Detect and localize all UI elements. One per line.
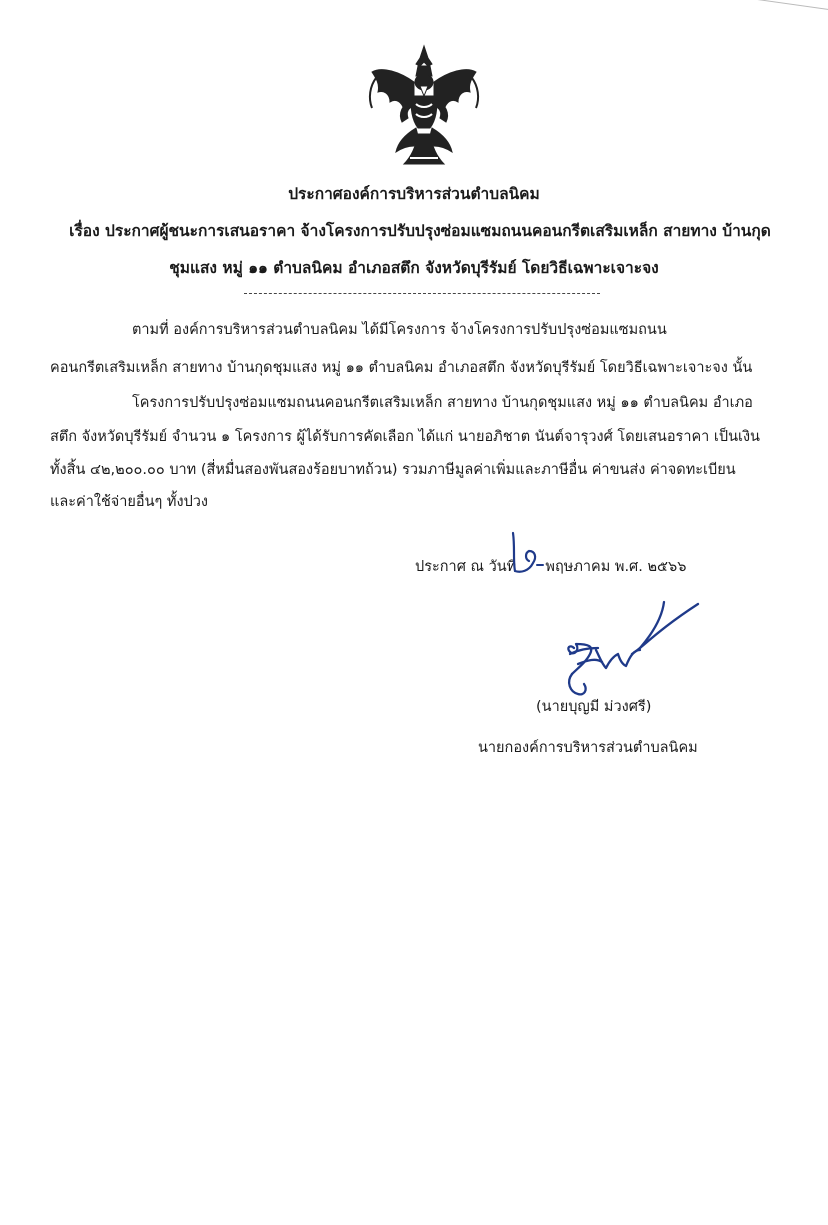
body-line-3: โครงการปรับปรุงซ่อมแซมถนนคอนกรีตเสริมเหล็ก สายทาง บ้านกุดชุมแสง หมู่ ๑๑ ตำบลนิคม อำเภอ bbox=[132, 395, 753, 411]
body-line-5: ทั้งสิ้น ๔๒,๒๐๐.๐๐ บาท (สี่หมื่นสองพันสองร้อยบาทถ้วน) รวมภาษีมูลค่าเพิ่มและภาษีอื่น ค่าขนส่ง ค่าจดทะเบียน bbox=[50, 462, 736, 478]
announcement-org-title: ประกาศองค์การบริหารส่วนตำบลนิคม bbox=[288, 185, 540, 203]
date-suffix: พฤษภาคม พ.ศ. ๒๕๖๖ bbox=[545, 559, 687, 575]
heading-divider bbox=[244, 293, 600, 294]
body-line-4: สตึก จังหวัดบุรีรัมย์ จำนวน ๑ โครงการ ผู้ได้รับการคัดเลือก ได้แก่ นายอภิชาต นันต์จารุวงศ์ โดยเสนอราคา เป็นเงิน bbox=[50, 429, 760, 445]
announcement-date bbox=[415, 555, 686, 578]
signer-name: (นายบุญมี ม่วงศรี) bbox=[536, 699, 652, 715]
date-prefix: ประกาศ ณ วันที่ bbox=[415, 559, 517, 575]
body-line-2: คอนกรีตเสริมเหล็ก สายทาง บ้านกุดชุมแสง หมู่ ๑๑ ตำบลนิคม อำเภอสตึก จังหวัดบุรีรัมย์ โดยวิธีเฉพาะเจาะจง นั้น bbox=[50, 360, 753, 376]
announcement-subject-line-2: ชุมแสง หมู่ ๑๑ ตำบลนิคม อำเภอสตึก จังหวัดบุรีรัมย์ โดยวิธีเฉพาะเจาะจง bbox=[169, 259, 659, 277]
body-line-6: และค่าใช้จ่ายอื่นๆ ทั้งปวง bbox=[50, 494, 208, 510]
body-line-1: ตามที่ องค์การบริหารส่วนตำบลนิคม ได้มีโครงการ จ้างโครงการปรับปรุงซ่อมแซมถนน bbox=[132, 322, 667, 338]
scan-edge-line bbox=[748, 0, 828, 11]
signer-position: นายกองค์การบริหารส่วนตำบลนิคม bbox=[478, 740, 698, 756]
garuda-emblem-icon bbox=[360, 42, 488, 170]
handwritten-date-digit bbox=[507, 527, 547, 577]
announcement-subject-line-1: เรื่อง ประกาศผู้ชนะการเสนอราคา จ้างโครงการปรับปรุงซ่อมแซมถนนคอนกรีตเสริมเหล็ก สายทาง บ้านกุด bbox=[69, 222, 771, 240]
